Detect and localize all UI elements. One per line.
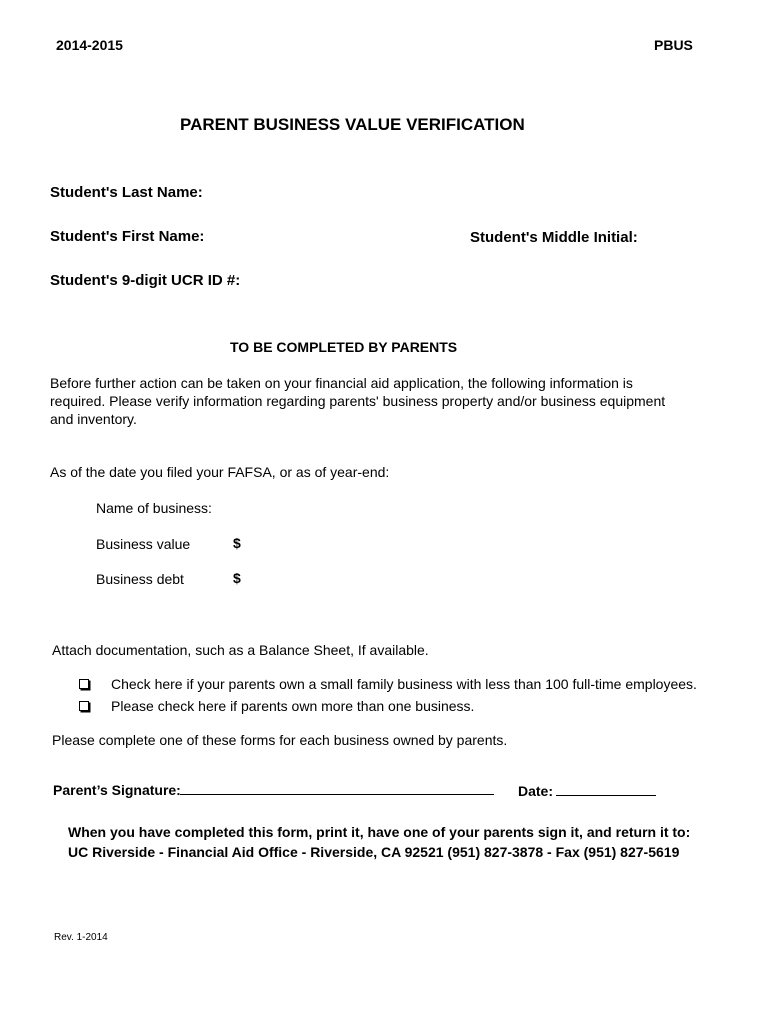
date-line[interactable] — [556, 795, 656, 796]
business-value-currency: $ — [233, 535, 241, 551]
return-address: UC Riverside - Financial Aid Office - Riverside, CA 92521 (951) 827-3878 - Fax (951) 827-5619 — [68, 844, 680, 860]
form-code: PBUS — [654, 37, 693, 53]
student-first-name-label: Student's First Name: — [50, 228, 205, 245]
parent-signature-line[interactable] — [180, 794, 494, 795]
student-last-name-label: Student's Last Name: — [50, 184, 203, 201]
business-debt-currency: $ — [233, 570, 241, 586]
parent-signature-label: Parent’s Signature: — [53, 782, 181, 798]
as-of-text: As of the date you filed your FAFSA, or as of year-end: — [50, 464, 390, 480]
revision-note: Rev. 1-2014 — [54, 932, 108, 943]
student-ucr-id-label: Student's 9-digit UCR ID #: — [50, 272, 241, 289]
intro-paragraph: Before further action can be taken on your financial aid application, the following information is required. Please verify information regarding parents' business property and/or business equipment and inventory. — [50, 375, 666, 427]
page-title: PARENT BUSINESS VALUE VERIFICATION — [180, 115, 525, 134]
small-business-checkbox-label: Check here if your parents own a small family business with less than 100 full-time employees. — [111, 676, 697, 692]
complete-forms-text: Please complete one of these forms for each business owned by parents. — [52, 732, 508, 748]
date-label: Date: — [518, 783, 554, 799]
small-business-checkbox[interactable] — [79, 679, 89, 689]
return-instructions: When you have completed this form, print it, have one of your parents sign it, and return it to: — [68, 824, 691, 840]
multiple-business-checkbox[interactable] — [79, 701, 89, 711]
multiple-business-checkbox-label: Please check here if parents own more than one business. — [111, 698, 475, 714]
form-year: 2014-2015 — [56, 37, 123, 53]
student-middle-initial-label: Student's Middle Initial: — [470, 229, 638, 246]
attach-text: Attach documentation, such as a Balance Sheet, If available. — [52, 642, 429, 658]
section-heading: TO BE COMPLETED BY PARENTS — [230, 339, 458, 355]
business-value-label: Business value — [96, 536, 191, 552]
business-name-label: Name of business: — [96, 500, 212, 516]
business-debt-label: Business debt — [96, 571, 184, 587]
